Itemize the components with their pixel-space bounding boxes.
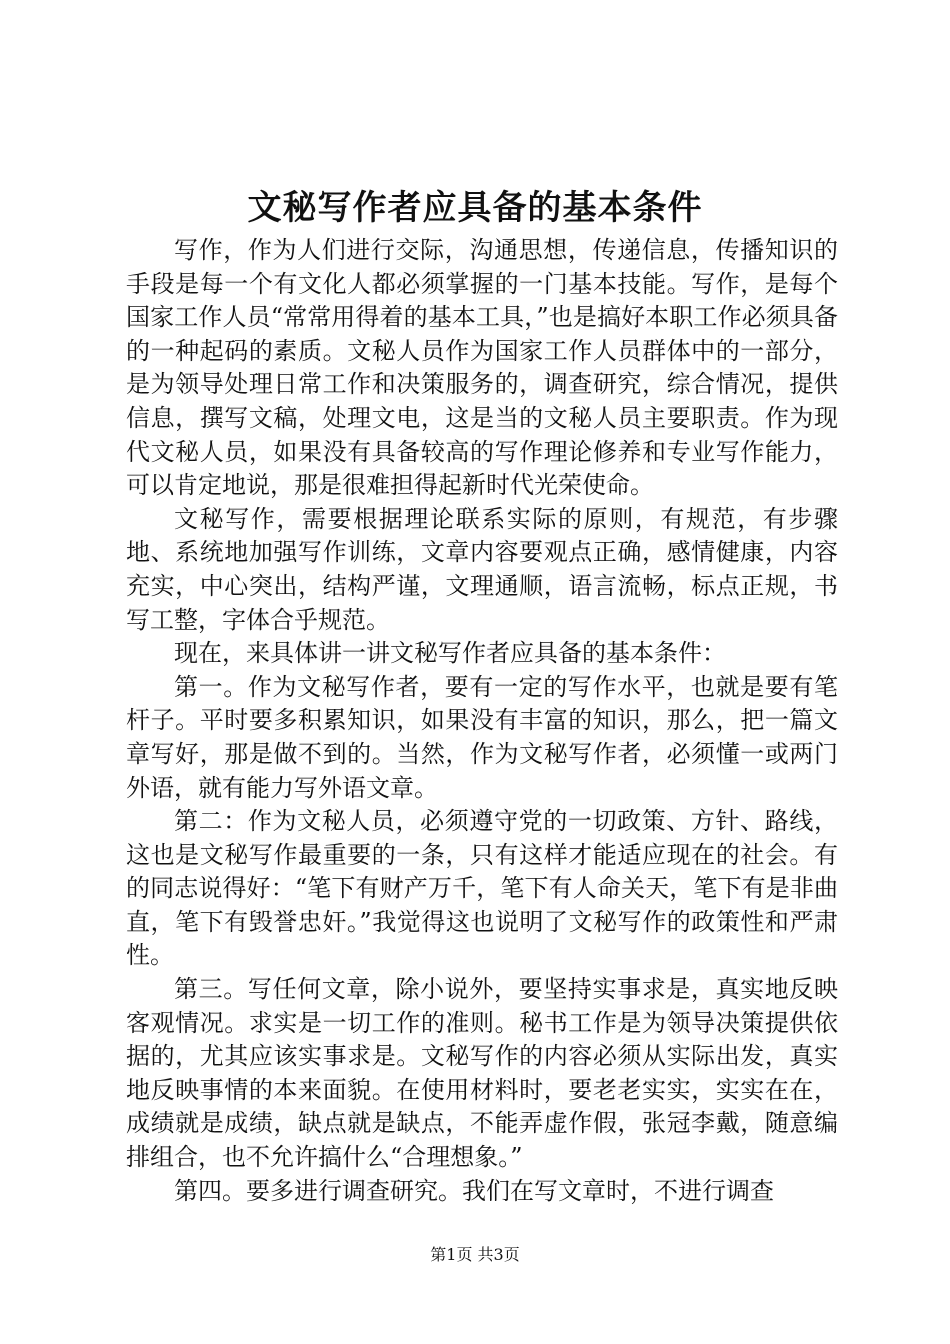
paragraph-third-condition: 第三。写任何文章，除小说外，要坚持实事求是，真实地反映客观情况。求实是一切工作的准则。秘书工作是为领导决策提供依据的，尤其应该实事求是。文秘写作的内容必须从实际出发，真实地反映事情的本来面貌。在使用材料时，要老老实实，实实在在，成绩就是成绩，缺点就是缺点，不能弄虚作假，张冠李戴，随意编排组合，也不允许搞什么“合理想象。” xyxy=(126,975,838,1172)
paragraph-requirements: 文秘写作，需要根据理论联系实际的原则，有规范，有步骤地、系统地加强写作训练，文章内容要观点正确，感情健康，内容充实，中心突出，结构严谨，文理通顺，语言流畅，标点正规，书写工整，字体合乎规范。 xyxy=(126,504,838,634)
paragraph-intro: 写作，作为人们进行交际，沟通思想，传递信息，传播知识的手段是每一个有文化人都必须掌握的一门基本技能。写作，是每个国家工作人员“常常用得着的基本工具，”也是搞好本职工作必须具备的一种起码的素质。文秘人员作为国家工作人员群体中的一部分，是为领导处理日常工作和决策服务的，调查研究，综合情况，提供信息，撰写文稿，处理文电，这是当的文秘人员主要职责。作为现代文秘人员，如果没有具备较高的写作理论修养和专业写作能力，可以肯定地说，那是很难担得起新时代光荣使命。 xyxy=(126,236,838,500)
paragraph-second-condition: 第二：作为文秘人员，必须遵守党的一切政策、方针、路线，这也是文秘写作最重要的一条，只有这样才能适应现在的社会。有的同志说得好：“笔下有财产万千，笔下有人命关天，笔下有是非曲直，笔下有毁誉忠奸。”我觉得这也说明了文秘写作的政策性和严肃性。 xyxy=(126,807,838,970)
document-title: 文秘写作者应具备的基本条件 xyxy=(247,188,703,228)
paragraph-transition: 现在，来具体讲一讲文秘写作者应具备的基本条件： xyxy=(174,639,726,668)
page-number-footer: 第1页 共3页 xyxy=(430,1245,520,1264)
document-body xyxy=(126,234,838,1208)
paragraph-fourth-condition: 第四。要多进行调查研究。我们在写文章时，不进行调查 xyxy=(174,1176,774,1205)
paragraph-first-condition: 第一。作为文秘写作者，要有一定的写作水平，也就是要有笔杆子。平时要多积累知识，如果没有丰富的知识，那么，把一篇文章写好，那是做不到的。当然，作为文秘写作者，必须懂一或两门外语，就有能力写外语文章。 xyxy=(126,672,838,802)
